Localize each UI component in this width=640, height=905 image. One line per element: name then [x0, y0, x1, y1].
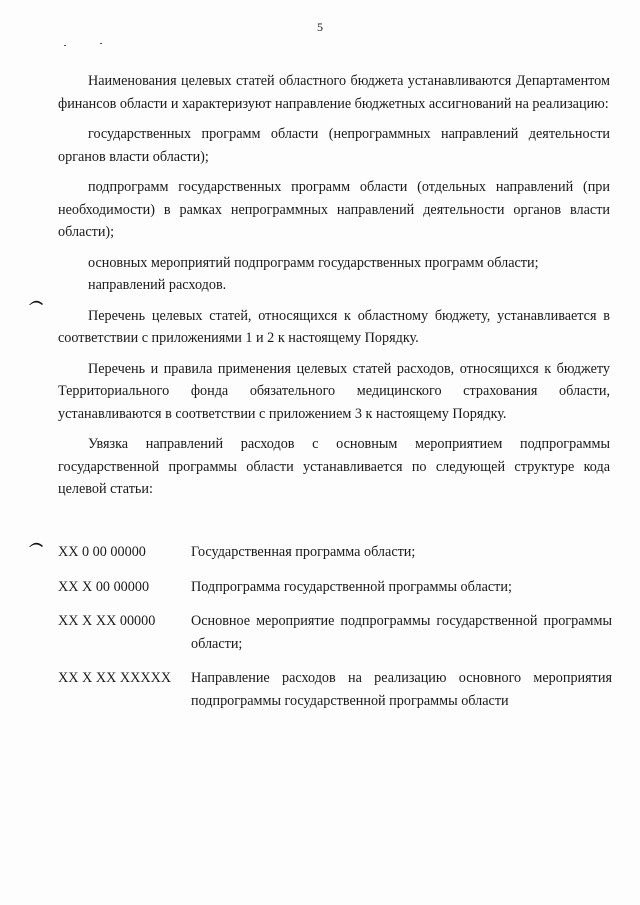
code-value: XX X XX XXXXX — [58, 670, 172, 686]
paragraph-list-item: направлений расходов. — [88, 277, 227, 293]
scan-speck — [64, 45, 66, 46]
code-description: Направление расходов на реализацию основного мероприятия подпрограммы государственной программы области — [191, 670, 612, 709]
paragraph-appendix-3: Перечень и правила применения целевых статей расходов, относящихся к бюджету Территориального фонда обязательного медицинского страхования области, устанавливаются в соответствии с приложением 3 к настоящему Порядку. — [58, 360, 610, 422]
code-structure-table — [58, 541, 612, 724]
margin-mark-icon — [29, 540, 43, 547]
code-description: Основное мероприятие подпрограммы государственной программы области; — [191, 613, 612, 652]
code-description: Государственная программа области; — [191, 544, 416, 560]
paragraph-list-item: государственных программ области (непрограммных направлений деятельности органов власти области); — [58, 126, 610, 165]
paragraph-intro: Наименования целевых статей областного бюджета устанавливаются Департаментом финансов области и характеризуют направление бюджетных ассигнований на реализацию: — [58, 73, 610, 112]
code-value: XX X XX 00000 — [58, 613, 156, 629]
paragraph-code-structure-intro: Увязка направлений расходов с основным мероприятием подпрограммы государственной программы области устанавливается по следующей структуре кода целевой статьи: — [58, 436, 610, 497]
paragraph-appendix-1-2: Перечень целевых статей, относящихся к областному бюджету, устанавливается в соответствии с приложениями 1 и 2 к настоящему Порядку. — [58, 307, 610, 346]
code-row — [58, 541, 612, 564]
margin-mark-icon — [29, 298, 43, 305]
code-value: XX 0 00 00000 — [58, 544, 146, 560]
body-text — [58, 70, 610, 501]
page-number: 5 — [317, 20, 323, 34]
scan-speck — [100, 43, 102, 44]
code-row — [58, 610, 612, 655]
code-description: Подпрограмма государственной программы области; — [191, 578, 512, 595]
paragraph-list-item: подпрограмм государственных программ области (отдельных направлений (при необходимости) в рамках непрограммных направлений деятельности органов власти области); — [58, 179, 610, 240]
code-row — [58, 576, 612, 599]
code-value: XX X 00 00000 — [58, 578, 150, 595]
paragraph-list-item: основных мероприятий подпрограмм государственных программ области; — [88, 254, 539, 271]
code-row — [58, 667, 612, 712]
